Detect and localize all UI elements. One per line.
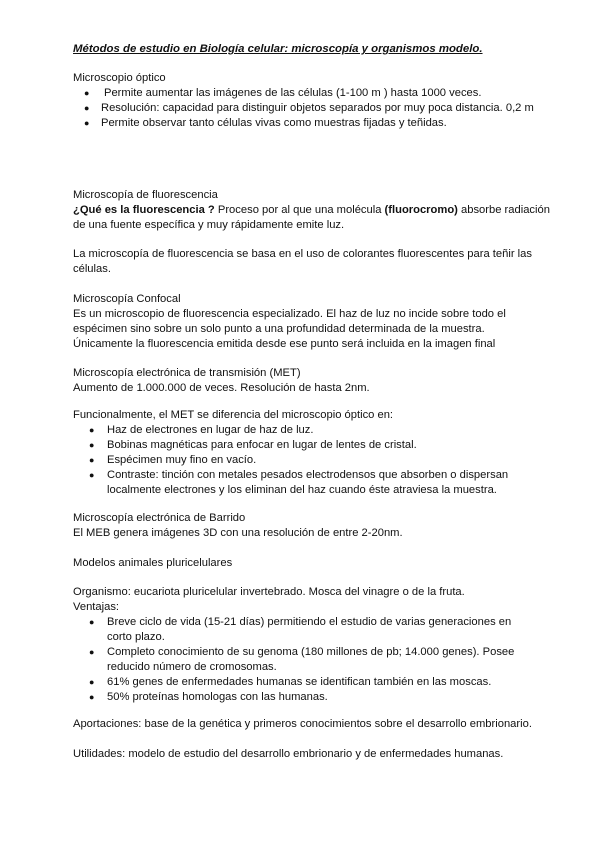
list-item-continuation: localmente electrones y los eliminan del haz cuando éste atraviesa la muestra.: [107, 484, 497, 496]
section-heading-confocal: Microscopía Confocal: [73, 293, 181, 305]
list-item-continuation: reducido número de cromosomas.: [107, 661, 277, 673]
section-heading-meb: Microscopía electrónica de Barrido: [73, 512, 246, 524]
fluorocromo-term: (fluorocromo): [384, 204, 458, 216]
paragraph-line: Ventajas:: [73, 601, 120, 613]
paragraph-line: Aportaciones: base de la genética y primeros conocimientos sobre el desarrollo embrionario.: [73, 718, 532, 730]
list-item: Haz de electrones en lugar de haz de luz.: [107, 424, 314, 436]
bullet-icon: ●: [89, 455, 95, 465]
list-item: Breve ciclo de vida (15-21 días) permitiendo el estudio de varias generaciones en: [107, 616, 512, 628]
bullet-icon: ●: [84, 103, 90, 113]
list-item: Permite aumentar las imágenes de las células (1-100 m ) hasta 1000 veces.: [104, 87, 482, 99]
section-heading-met: Microscopía electrónica de transmisión (MET): [73, 367, 301, 379]
bullet-icon: ●: [89, 692, 95, 702]
section-heading-optico: Microscopio óptico: [73, 72, 166, 84]
paragraph-line: células.: [73, 263, 111, 275]
list-item: Permite observar tanto células vivas como muestras fijadas y teñidas.: [101, 117, 447, 129]
bullet-icon: ●: [89, 425, 95, 435]
page-title: Métodos de estudio en Biología celular: microscopía y organismos modelo.: [73, 43, 483, 55]
paragraph-line: Funcionalmente, el MET se diferencia del microscopio óptico en:: [73, 409, 394, 421]
question-text: ¿Qué es la fluorescencia ?: [73, 204, 215, 216]
paragraph-line: Utilidades: modelo de estudio del desarrollo embrionario y de enfermedades humanas.: [73, 748, 504, 760]
bullet-icon: ●: [84, 88, 90, 98]
definition-line: de una fuente específica y muy rápidamente emite luz.: [73, 219, 345, 231]
paragraph-line: Aumento de 1.000.000 de veces. Resolución de hasta 2nm.: [73, 382, 370, 394]
section-heading-modelos: Modelos animales pluricelulares: [73, 557, 233, 569]
bullet-icon: ●: [89, 647, 95, 657]
bullet-icon: ●: [89, 617, 95, 627]
list-item: Completo conocimiento de su genoma (180 millones de pb; 14.000 genes). Posee: [107, 646, 515, 658]
paragraph-line: El MEB genera imágenes 3D con una resolución de entre 2-20nm.: [73, 527, 403, 539]
section-heading-fluorescencia: Microscopía de fluorescencia: [73, 189, 218, 201]
paragraph-line: espécimen sino sobre un solo punto a una profundidad determinada de la muestra.: [73, 323, 485, 335]
bullet-icon: ●: [84, 118, 90, 128]
definition-paragraph: [73, 203, 550, 217]
paragraph-line: La microscopía de fluorescencia se basa en el uso de colorantes fluorescentes para teñir las: [73, 248, 532, 260]
definition-text: absorbe radiación: [457, 204, 550, 216]
list-item: Espécimen muy fino en vacío.: [107, 454, 257, 466]
bullet-icon: ●: [89, 470, 95, 480]
list-item: 50% proteínas homologas con las humanas.: [107, 691, 328, 703]
bullet-icon: ●: [89, 677, 95, 687]
list-item: Contraste: tinción con metales pesados electrodensos que absorben o dispersan: [107, 469, 509, 481]
list-item: 61% genes de enfermedades humanas se identifican también en las moscas.: [107, 676, 492, 688]
paragraph-line: Es un microscopio de fluorescencia especializado. El haz de luz no incide sobre todo el: [73, 308, 506, 320]
paragraph-line: Organismo: eucariota pluricelular invertebrado. Mosca del vinagre o de la fruta.: [73, 586, 465, 598]
definition-text: Proceso por al que una molécula: [214, 204, 385, 216]
list-item-continuation: corto plazo.: [107, 631, 165, 643]
bullet-icon: ●: [89, 440, 95, 450]
list-item: Bobinas magnéticas para enfocar en lugar de lentes de cristal.: [107, 439, 417, 451]
paragraph-line: Únicamente la fluorescencia emitida desde ese punto será incluida en la imagen final: [73, 338, 496, 350]
list-item: Resolución: capacidad para distinguir objetos separados por muy poca distancia. 0,2 m: [101, 102, 534, 114]
